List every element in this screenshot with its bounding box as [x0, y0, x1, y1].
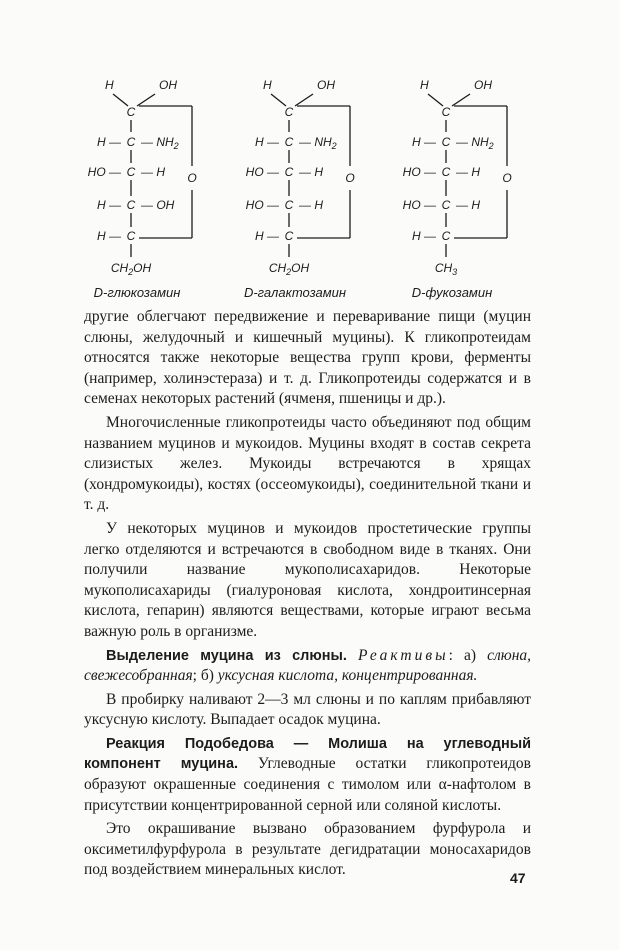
formula-1-top-oh: OH: [159, 78, 177, 92]
main-text: [84, 307, 531, 884]
formula-2-ring-oxygen: O: [345, 171, 355, 185]
formula-1-row4-left: H —: [97, 229, 121, 243]
formula-1-ring-oxygen: O: [187, 171, 197, 185]
formula-3-bond-oh: [452, 94, 470, 106]
mucin-isolation-heading: Выделение муцина из слюны.: [106, 647, 347, 664]
formula-2-row2-right: — H: [299, 165, 323, 179]
formula-1-c1: C: [126, 105, 136, 119]
formula-1-row2-left: HO —: [87, 165, 121, 179]
formula-3-row1-carbon: C: [441, 135, 451, 149]
formula-1-row3-right: — OH: [141, 198, 175, 212]
formula-2-row3-carbon: C: [284, 198, 294, 212]
formula-1-bond-oh: [137, 94, 155, 106]
formula-1-row3-carbon: C: [126, 198, 136, 212]
formula-1-row3-left: H —: [97, 198, 121, 212]
formula-2-top-oh: OH: [317, 78, 335, 92]
reagents-colon: :: [448, 646, 453, 664]
formula-2-row2-carbon: C: [284, 165, 294, 179]
formula-3-top-oh: OH: [474, 78, 492, 92]
formula-1-row1-right: — $NH_2$: [141, 135, 179, 151]
formula-1-row2-right: — H: [141, 165, 165, 179]
paragraph-2: Многочисленные гликопротеиды часто объединяют под общим названием муцинов и мукоидов. Муцины входят в состав секрета слизистых желез. Мукоиды встречаются в хрящах (хондромукоиды), костях (оссеомукоиды), соединительной ткани и т. д.: [84, 413, 531, 514]
formula-2-caption: D-галактозамин: [243, 285, 347, 300]
formula-3-row1-left: H —: [412, 135, 436, 149]
molisch-heading: Реакция Подобедова — Молиша на углеводный компонент муцина.: [84, 735, 531, 773]
formula-2-row3-right: — H: [299, 198, 323, 212]
formula-3-row2-carbon: C: [441, 165, 451, 179]
formula-2-row1-carbon: C: [284, 135, 294, 149]
formula-3-ring-oxygen: O: [502, 171, 512, 185]
formula-3-top-h: H: [420, 78, 429, 92]
formula-3-row3-right: — H: [456, 198, 480, 212]
formula-1-bottom: $CH_2OH$: [110, 261, 152, 277]
item-b-marker: ; б): [192, 667, 218, 685]
formula-2-bottom: $CH_2OH$: [268, 261, 310, 277]
formula-1-top-h: H: [105, 78, 114, 92]
formula-3-c1: C: [441, 105, 451, 119]
formula-3-row3-left: HO —: [402, 198, 436, 212]
structural-formulas: [0, 0, 619, 305]
paragraph-1: другие облегчают передвижение и переваривание пищи (муцин слюны, желудочный и кишечный муцины). К гликопротеидам относятся также некоторые вещества групп крови, ферменты (например, холинэстераза) и т. д. Гликопротеиды содержатся и в семенах некоторых растений (ячменя, пшеницы и др.).: [84, 308, 531, 408]
formula-3-row1-right: — $NH_2$: [456, 135, 494, 151]
formula-2-row1-right: — $NH_2$: [299, 135, 337, 151]
reagent-saliva: слюна, свежесобранная: [84, 646, 532, 685]
paragraph-mucin-isolation: [84, 646, 531, 687]
item-a-marker: а): [452, 646, 488, 664]
formula-2-c1: C: [284, 105, 294, 119]
formula-1-row1-left: H —: [97, 135, 121, 149]
formula-1-caption: D-глюкозамин: [93, 285, 181, 300]
formula-1-row1-carbon: C: [126, 135, 136, 149]
formula-1-row2-carbon: C: [126, 165, 136, 179]
formula-1-row4-carbon: C: [126, 229, 136, 243]
formula-3-row3-carbon: C: [441, 198, 451, 212]
formula-2-top-h: H: [263, 78, 272, 92]
formula-3-row4-left: H —: [412, 229, 436, 243]
paragraph-5: В пробирку наливают 2—3 мл слюны и по каплям прибавляют уксусную кислоту. Выпадает осадок муцина.: [84, 690, 531, 729]
formula-2-row4-carbon: C: [284, 229, 294, 243]
formula-2-row2-left: HO —: [245, 165, 279, 179]
formula-2-row3-left: HO —: [245, 198, 279, 212]
page-number: 47: [510, 870, 526, 886]
reagents-label: Реактивы: [358, 646, 449, 664]
formula-2-row1-left: H —: [255, 135, 279, 149]
formula-3-row4-carbon: C: [441, 229, 451, 243]
molisch-body: Углеводные остатки гликопротеидов образуют окрашенные соединения с тимолом или α-нафтолом в присутствии концентрированной серной или соляной кислоты.: [84, 755, 531, 814]
formula-3-caption: D-фукозамин: [411, 285, 493, 300]
formula-3-bottom: $CH_3$: [434, 261, 458, 277]
formula-2-bond-oh: [295, 94, 313, 106]
paragraph-molisch-reaction: [84, 734, 531, 816]
paragraph-7: Это окрашивание вызвано образованием фурфурола и оксиметилфурфурола в результате дегидратации моносахаридов под воздействием минеральных кислот.: [84, 820, 531, 879]
paragraph-3: У некоторых муцинов и мукоидов простетические группы легко отделяются и встречаются в свободном виде в тканях. Они получили название мукополисахаридов. Некоторые мукополисахариды (гиалуроновая кислота, хондроитинсерная кислота, гепарин) являются веществами, которые играют весьма важную роль в организме.: [84, 519, 531, 640]
formula-2-row4-left: H —: [255, 229, 279, 243]
formula-3-row2-left: HO —: [402, 165, 436, 179]
formula-3-row2-right: — H: [456, 165, 480, 179]
reagent-acetic-acid: уксусная кислота, концентрированная.: [217, 667, 478, 685]
